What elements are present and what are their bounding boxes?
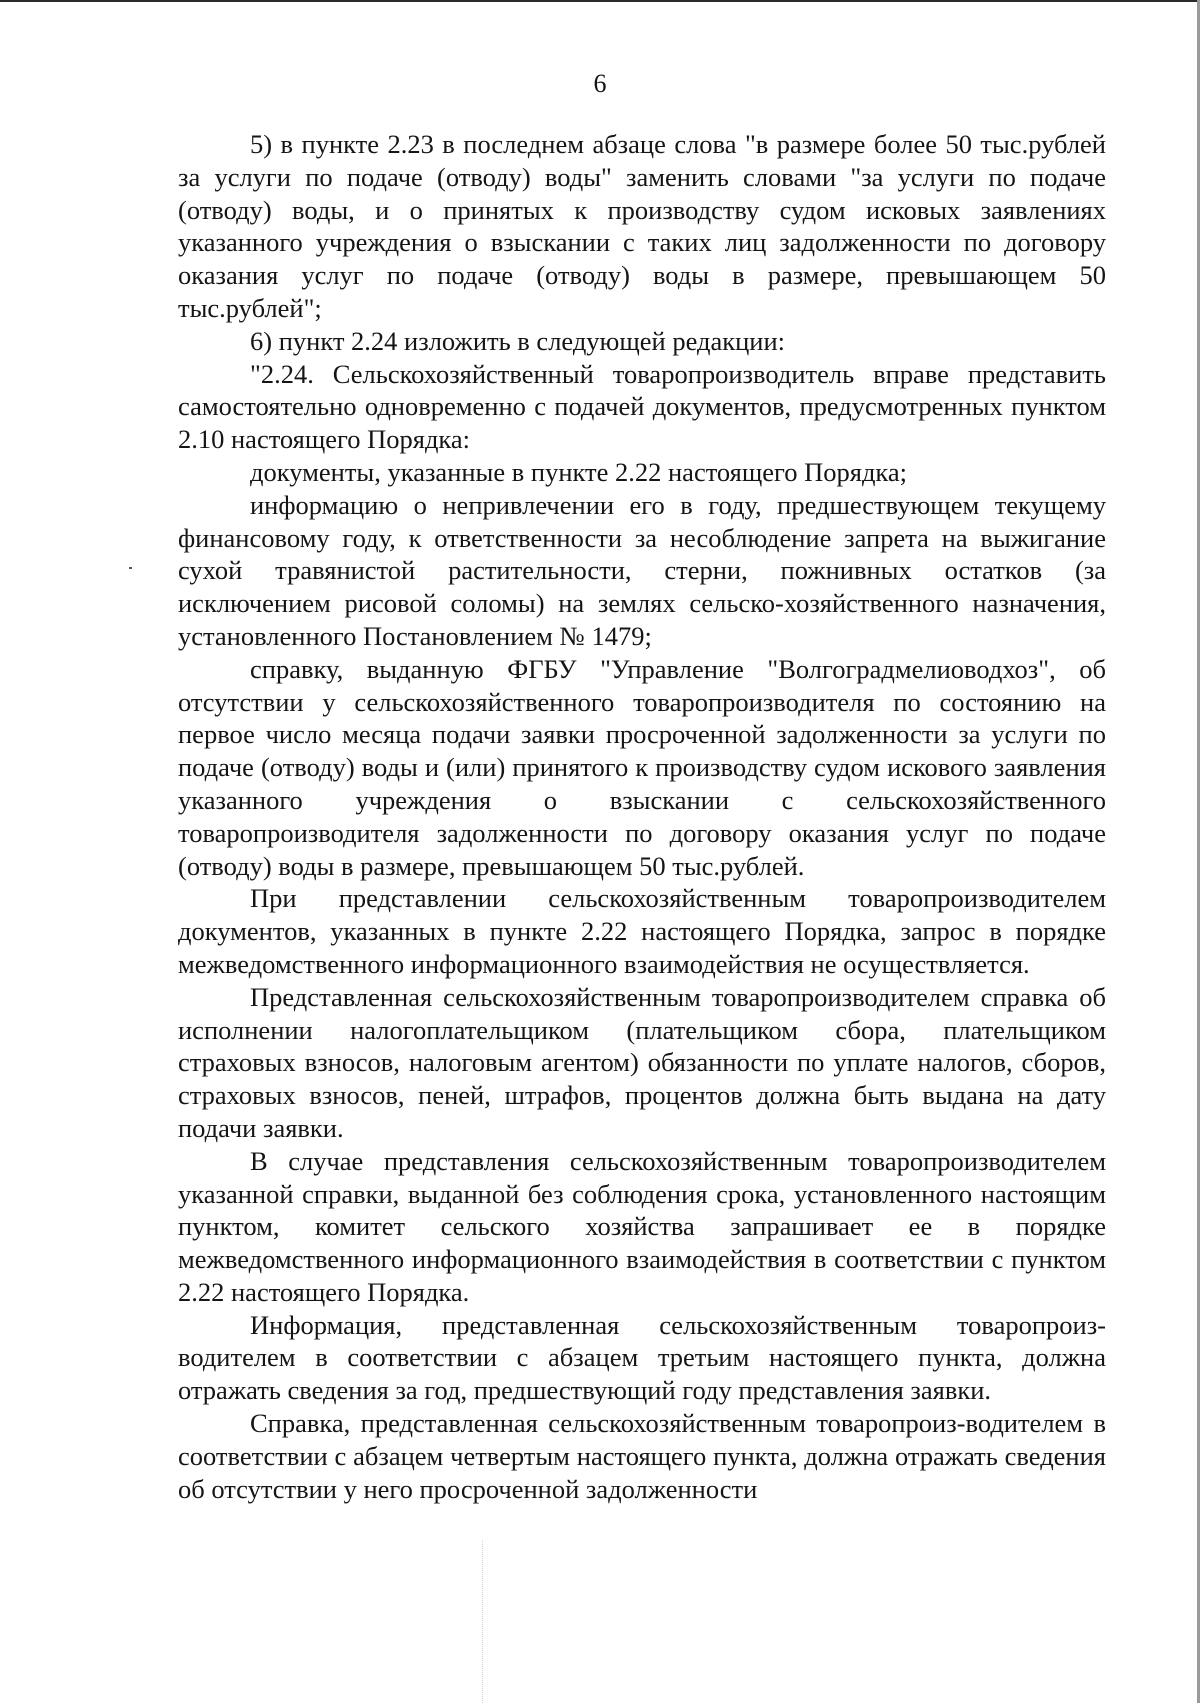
- paragraph-no-request: При представлении сельскохозяйственным товаропроизводителем документов, указанных в пункте 2.22 настоящего Порядка, запрос в порядке межведомственного информационного взаимодействия не осуществляется.: [178, 883, 1106, 979]
- document-body: [178, 128, 1106, 1505]
- paragraph-information: информацию о непривлечении его в году, предшествующем текущему финансовому году, к ответственности за несоблюдение запрета на выжигание сухой травянистой растительности, стерни, пожнивных остатков (за исключением рисовой соломы) на землях сельско-хозяйственного назначения, установленного Постановлением № 1479;: [178, 489, 1106, 651]
- paragraph-information-period: Информация, представленная сельскохозяйственным товаропроиз-водителем в соответствии с абзацем третьим настоящего пункта, должна отражать сведения за год, предшествующий году представления заявки.: [178, 1309, 1106, 1406]
- paragraph-certificate-period: Справка, представленная сельскохозяйственным товаропроиз-водителем в соответствии с абзацем четвертым настоящего пункта, должна отражать сведения об отсутствии у него просроченной задолженности: [178, 1408, 1106, 1504]
- paragraph-item-5: 5) в пункте 2.23 в последнем абзаце слова "в размере более 50 тыс.рублей за услуги по подаче (отводу) воды" заменить словами "за услуги по подаче (отводу) воды, и о принятых к производству судом исковых заявлениях указанного учреждения о взыскании с таких лиц задолженности по договору оказания услуг по подаче (отводу) воды в размере, превышающем 50 тыс.рублей";: [178, 129, 1106, 323]
- scan-edge-top: [0, 0, 1200, 2]
- paragraph-item-6: 6) пункт 2.24 изложить в следующей редакции:: [250, 325, 786, 356]
- page-number: 6: [593, 69, 607, 98]
- paragraph-tax-certificate: Представленная сельскохозяйственным товаропроизводителем справка об исполнении налогоплательщиком (плательщиком сбора, плательщиком страховых взносов, налоговым агентом) обязанности по уплате налогов, сборов, страховых взносов, пеней, штрафов, процентов должна быть выдана на дату подачи заявки.: [178, 981, 1106, 1143]
- paragraph-2-24-intro: "2.24. Сельскохозяйственный товаропроизводитель вправе представить самостоятельно одновременно с подачей документов, предусмотренных пунктом 2.10 настоящего Порядка:: [178, 358, 1106, 455]
- paragraph-certificate: справку, выданную ФГБУ "Управление "Волгоградмелиоводхоз", об отсутствии у сельскохозяйственного товаропроизводителя по состоянию на первое число месяца подачи заявки просроченной задолженности за услуги по подаче (отводу) воды и (или) принятого к производству судом искового заявления указанного учреждения о взыскании с сельскохозяйственного товаропроизводителя задолженности по договору оказания услуг по подаче (отводу) воды в размере, превышающем 50 тыс.рублей.: [178, 653, 1106, 881]
- scan-speck: [129, 567, 132, 569]
- paragraph-documents: документы, указанные в пункте 2.22 настоящего Порядка;: [250, 456, 908, 487]
- scan-fold-line: [482, 1540, 483, 1703]
- paragraph-committee-request: В случае представления сельскохозяйственным товаропроизводителем указанной справки, выданной без соблюдения срока, установленного настоящим пунктом, комитет сельского хозяйства запрашивает ее в порядке межведомственного информационного взаимодействия в соответствии с пунктом 2.22 настоящего Порядка.: [178, 1145, 1106, 1307]
